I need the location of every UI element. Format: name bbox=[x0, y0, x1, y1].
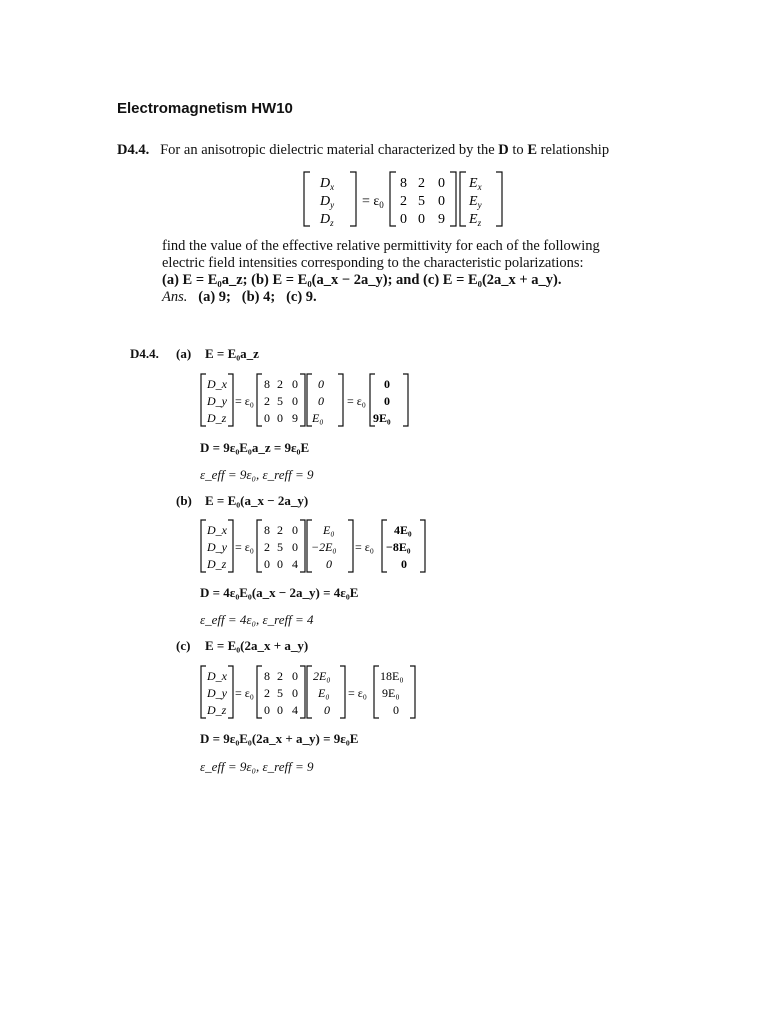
b-m: 2 bbox=[264, 540, 270, 554]
c-m: 0 bbox=[277, 703, 283, 717]
a-m: 2 bbox=[277, 377, 283, 391]
c-lhs-1: D_y bbox=[207, 686, 227, 700]
b-m: 8 bbox=[264, 523, 270, 537]
problem-statement: For an anisotropic dielectric material characterized by the bbox=[160, 142, 495, 158]
c-eq-eps2: = ε₀ bbox=[348, 686, 367, 700]
part-b-field: E = E₀(a_x − 2a_y) bbox=[205, 493, 309, 508]
part-c-d-line: D = 9ε₀E₀(2a_x + a_y) = 9ε₀E bbox=[200, 731, 359, 746]
ans-c: (c) 9. bbox=[286, 289, 317, 305]
problem-matrix-cell: 0 bbox=[400, 212, 407, 227]
a-fv: 0 bbox=[318, 377, 324, 391]
b-m: 0 bbox=[277, 557, 283, 571]
part-c-eps-line: ε_eff = 9ε₀, ε_reff = 9 bbox=[200, 759, 314, 774]
find-line-2: electric field intensities corresponding to the characteristic polarizations: bbox=[162, 255, 584, 271]
problem-matrix-cell: 2 bbox=[400, 194, 407, 209]
problem-d-symbol: D bbox=[498, 142, 509, 158]
b-m: 5 bbox=[277, 540, 283, 554]
c-fv: E₀ bbox=[318, 686, 330, 700]
a-m: 5 bbox=[277, 394, 283, 408]
b-m: 0 bbox=[264, 557, 270, 571]
a-m: 0 bbox=[277, 411, 283, 425]
parts-line: (a) E = E₀a_z; (b) E = E₀(a_x − 2a_y); and (c) E = E₀(2a_x + a_y). bbox=[162, 272, 562, 288]
c-m: 2 bbox=[264, 686, 270, 700]
b-rv: 0 bbox=[401, 557, 407, 571]
c-fv: 2E₀ bbox=[313, 669, 331, 683]
part-c-field: E = E₀(2a_x + a_y) bbox=[205, 638, 309, 653]
c-m: 0 bbox=[292, 669, 298, 683]
solution-id: D4.4. bbox=[130, 346, 159, 361]
b-lhs-0: D_x bbox=[207, 523, 227, 537]
part-a-matrix-equation bbox=[198, 370, 438, 432]
c-m: 4 bbox=[292, 703, 298, 717]
a-lhs-1: D_y bbox=[207, 394, 227, 408]
find-line-1: find the value of the effective relative permittivity for each of the following bbox=[162, 238, 600, 254]
a-lhs-2: D_z bbox=[207, 411, 227, 425]
problem-header bbox=[117, 142, 609, 159]
b-eq-eps: = ε₀ bbox=[235, 540, 254, 554]
problem-matrix-cell: 2 bbox=[418, 176, 425, 191]
problem-matrix-cell: 9 bbox=[438, 212, 445, 227]
c-rv: 18E₀ bbox=[380, 669, 404, 683]
problem-id: D4.4. bbox=[117, 142, 150, 158]
a-m: 0 bbox=[292, 377, 298, 391]
ans-b: (b) 4; bbox=[241, 289, 276, 305]
b-rv: 4E₀ bbox=[394, 523, 412, 537]
part-a-label: (a) bbox=[176, 346, 192, 361]
part-a-eps-line: ε_eff = 9ε₀, ε_reff = 9 bbox=[200, 467, 314, 482]
a-m: 9 bbox=[292, 411, 298, 425]
b-fv: 0 bbox=[326, 557, 332, 571]
problem-matrix-cell: 5 bbox=[418, 194, 425, 209]
b-rv: −8E₀ bbox=[386, 540, 411, 554]
a-rv: 0 bbox=[384, 377, 390, 391]
problem-matrix-cell: 0 bbox=[418, 212, 425, 227]
a-rv: 9E₀ bbox=[373, 411, 391, 425]
problem-to-word: to bbox=[512, 142, 524, 158]
problem-e-symbol: E bbox=[527, 142, 537, 158]
problem-rhs-1: $E_y$ bbox=[469, 194, 482, 210]
a-eq-eps2: = ε₀ bbox=[347, 394, 366, 408]
problem-matrix-equation bbox=[300, 168, 520, 230]
a-rv: 0 bbox=[384, 394, 390, 408]
part-c-matrix-equation bbox=[198, 662, 438, 724]
c-m: 0 bbox=[292, 686, 298, 700]
c-lhs-0: D_x bbox=[207, 669, 227, 683]
problem-lhs-0: $D_x$ bbox=[320, 176, 335, 192]
c-m: 2 bbox=[277, 669, 283, 683]
a-m: 0 bbox=[264, 411, 270, 425]
c-rv: 0 bbox=[393, 703, 399, 717]
a-lhs-0: D_x bbox=[207, 377, 227, 391]
a-m: 0 bbox=[292, 394, 298, 408]
a-fv: E₀ bbox=[312, 411, 324, 425]
problem-matrix-cell: 8 bbox=[400, 176, 407, 191]
a-m: 8 bbox=[264, 377, 270, 391]
c-m: 0 bbox=[264, 703, 270, 717]
b-m: 2 bbox=[277, 523, 283, 537]
b-m: 4 bbox=[292, 557, 298, 571]
problem-rhs-2: $E_z$ bbox=[469, 212, 482, 228]
a-m: 2 bbox=[264, 394, 270, 408]
c-lhs-2: D_z bbox=[207, 703, 227, 717]
b-fv: E₀ bbox=[323, 523, 335, 537]
problem-rhs-0: $E_x$ bbox=[469, 176, 482, 192]
problem-matrix-cell: 0 bbox=[438, 194, 445, 209]
problem-eps: = $\varepsilon_0$ bbox=[362, 194, 384, 210]
problem-statement-end: relationship bbox=[540, 142, 610, 158]
problem-matrix-cell: 0 bbox=[438, 176, 445, 191]
a-fv: 0 bbox=[318, 394, 324, 408]
problem-lhs-2: $D_z$ bbox=[320, 212, 334, 228]
part-b-eps-line: ε_eff = 4ε₀, ε_reff = 4 bbox=[200, 612, 314, 627]
part-b-d-line: D = 4ε₀E₀(a_x − 2a_y) = 4ε₀E bbox=[200, 585, 359, 600]
ans-a: (a) 9; bbox=[198, 289, 231, 305]
b-eq-eps2: = ε₀ bbox=[355, 540, 374, 554]
a-eq-eps: = ε₀ bbox=[235, 394, 254, 408]
part-a-field: E = E₀a_z bbox=[205, 346, 259, 361]
problem-find-text bbox=[162, 238, 642, 306]
c-fv: 0 bbox=[324, 703, 330, 717]
part-b-label: (b) bbox=[176, 493, 192, 508]
ans-label: Ans. bbox=[162, 289, 188, 305]
part-b-matrix-equation bbox=[198, 516, 448, 578]
c-m: 5 bbox=[277, 686, 283, 700]
b-lhs-2: D_z bbox=[207, 557, 227, 571]
c-eq-eps: = ε₀ bbox=[235, 686, 254, 700]
b-m: 0 bbox=[292, 540, 298, 554]
problem-lhs-1: $D_y$ bbox=[320, 194, 335, 210]
b-fv: −2E₀ bbox=[311, 540, 337, 554]
c-m: 8 bbox=[264, 669, 270, 683]
document-title: Electromagnetism HW10 bbox=[117, 100, 293, 117]
part-a-d-line: D = 9ε₀E₀a_z = 9ε₀E bbox=[200, 440, 310, 455]
b-lhs-1: D_y bbox=[207, 540, 227, 554]
c-rv: 9E₀ bbox=[382, 686, 400, 700]
answer-line bbox=[162, 289, 642, 306]
b-m: 0 bbox=[292, 523, 298, 537]
part-c-label: (c) bbox=[176, 638, 191, 653]
